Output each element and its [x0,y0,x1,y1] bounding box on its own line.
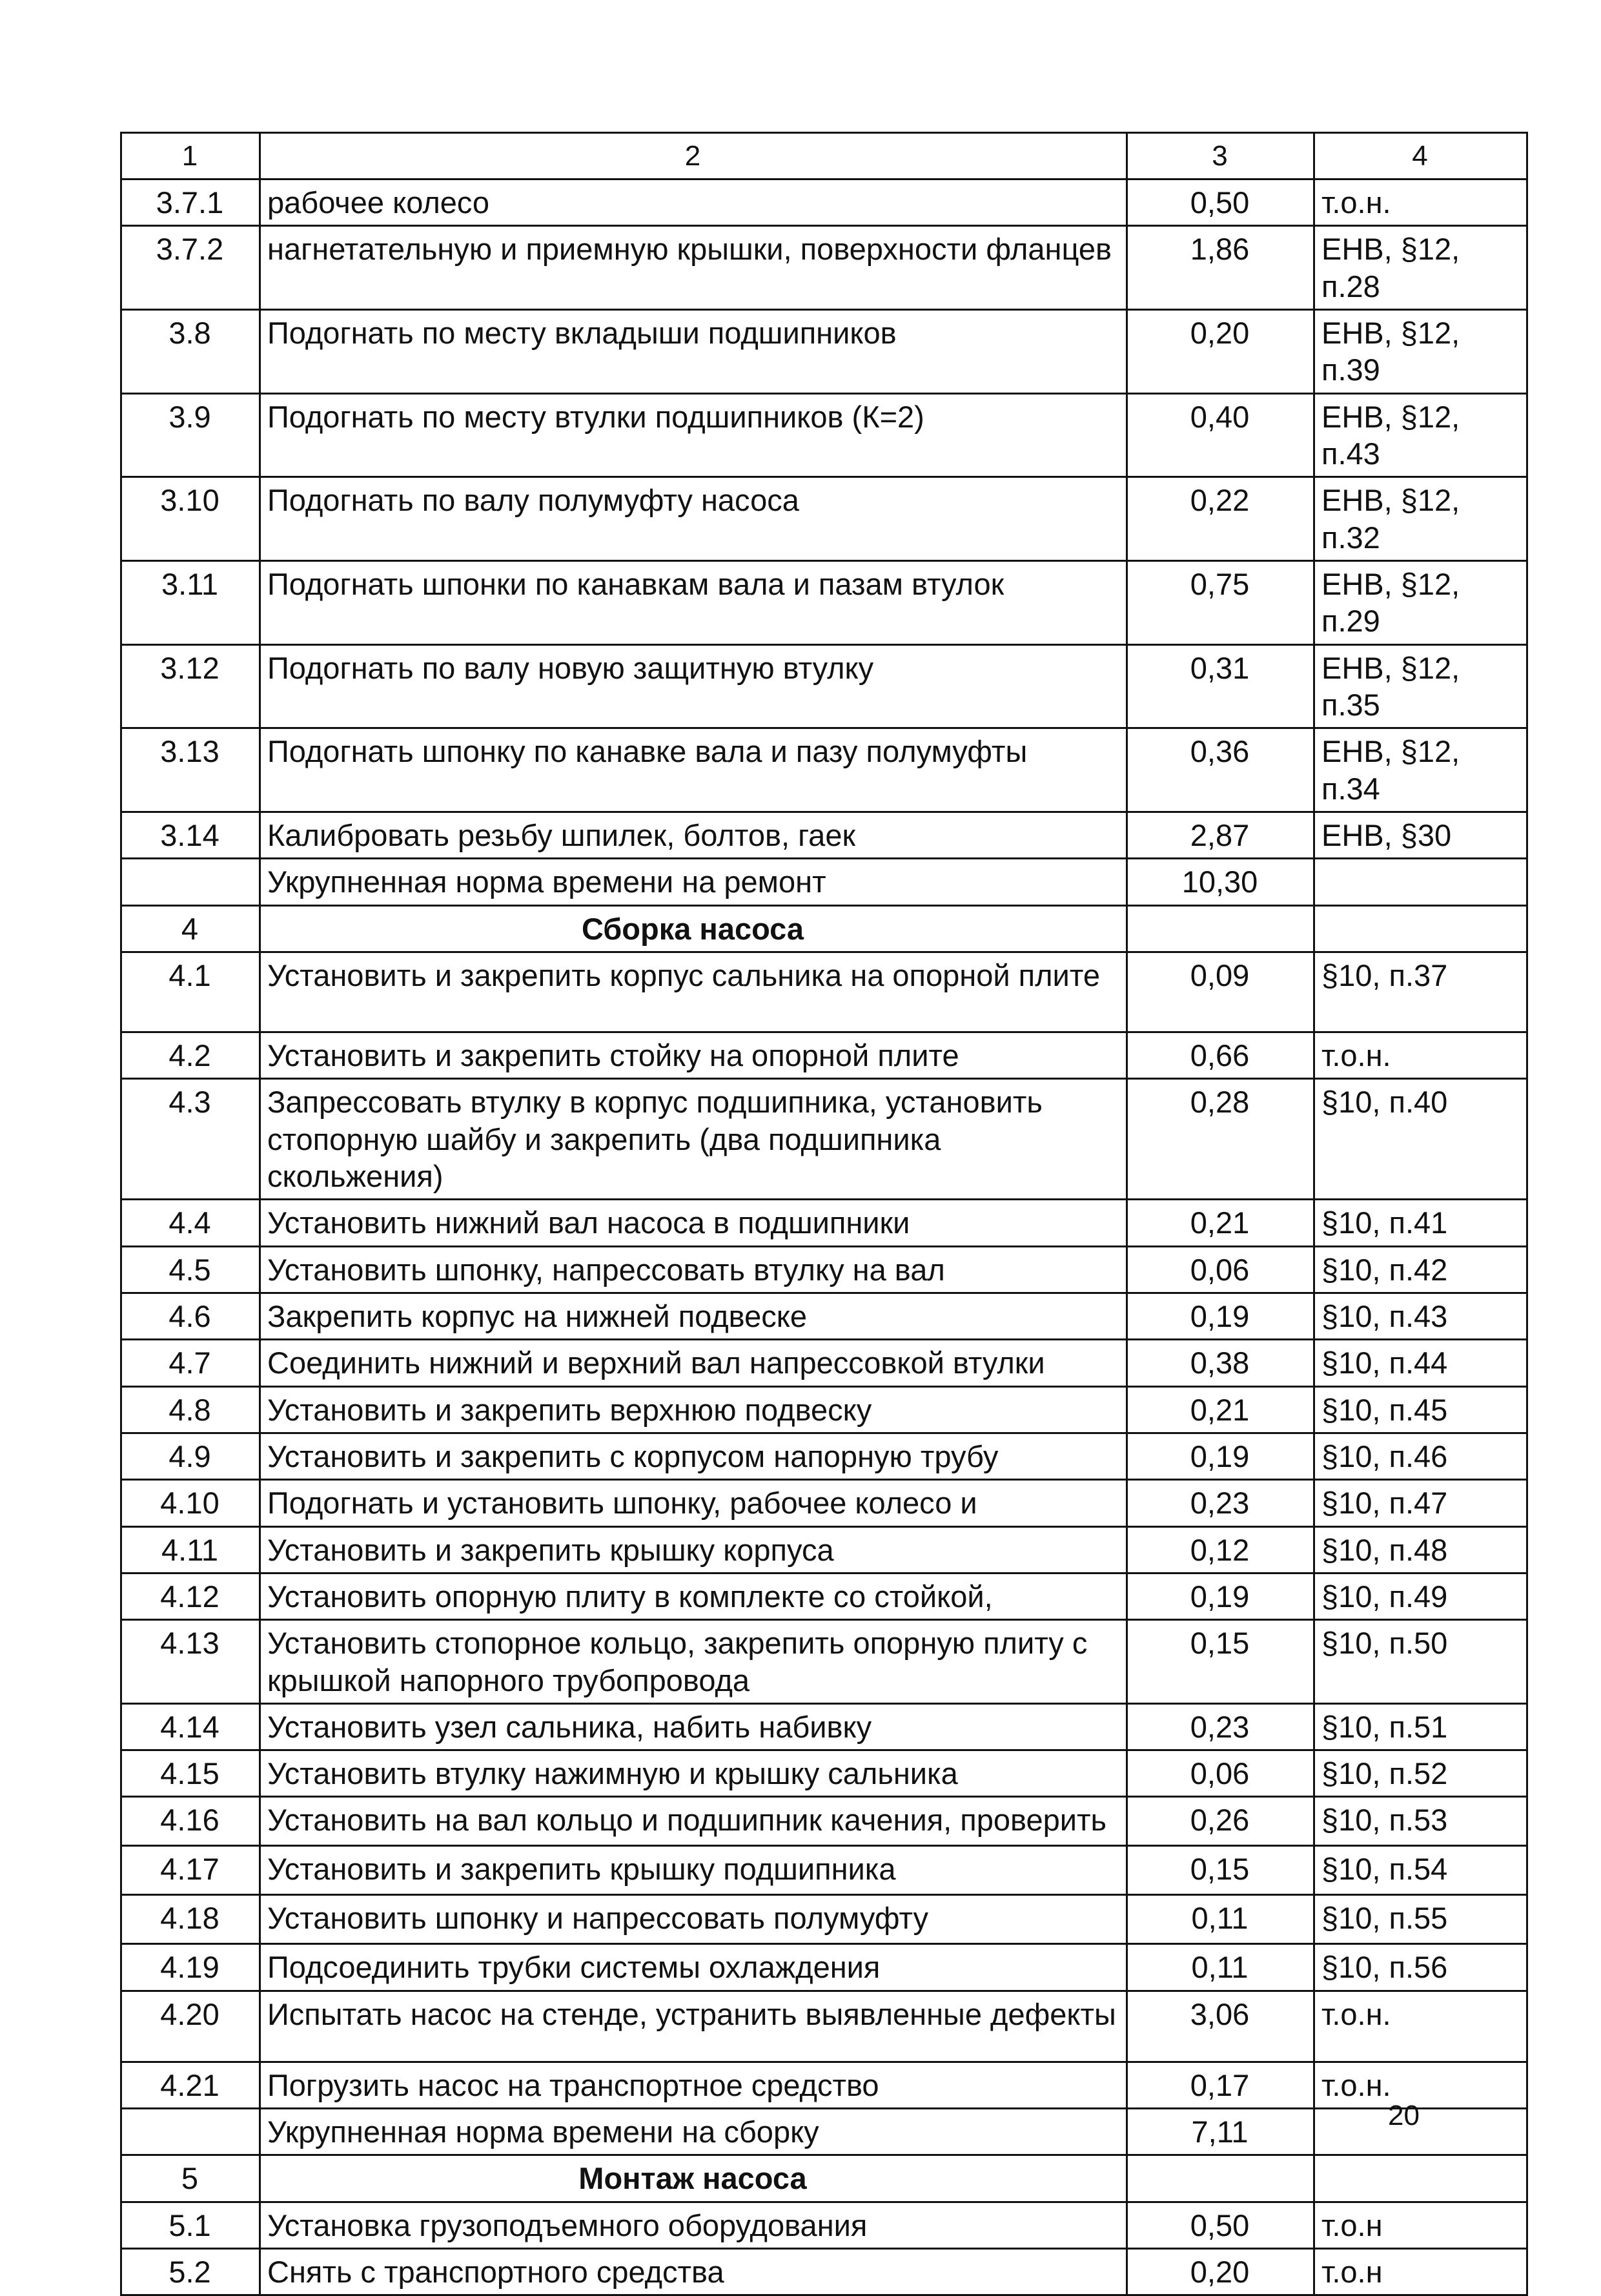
row-number [121,859,260,905]
operation-text: Подогнать по валу новую защитную втулку [260,644,1127,728]
table-row [121,905,1527,952]
time-norm-value: 0,12 [1127,1526,1314,1573]
row-number: 4.6 [121,1293,260,1339]
operation-text: Установить шпонку, напрессовать втулку на вал [260,1246,1127,1293]
time-norm-value: 0,22 [1127,477,1314,561]
norm-reference: ЕНВ, §12, п.29 [1314,560,1527,644]
norm-reference: ЕНВ, §12, п.28 [1314,226,1527,310]
table-row [121,1293,1527,1339]
norm-reference: §10, п.56 [1314,1944,1527,1991]
table-row [121,728,1527,812]
time-norm-value: 3,06 [1127,1991,1314,2062]
norm-reference: т.о.н. [1314,2062,1527,2108]
norm-reference: §10, п.46 [1314,1433,1527,1479]
time-norm-value: 0,06 [1127,1246,1314,1293]
row-number: 4.11 [121,1526,260,1573]
table-row [121,644,1527,728]
norm-reference: §10, п.51 [1314,1703,1527,1750]
time-norm-value: 0,50 [1127,179,1314,226]
table-row [121,1079,1527,1200]
row-number: 4.8 [121,1386,260,1433]
table-row [121,1032,1527,1078]
operation-text: Погрузить насос на транспортное средство [260,2062,1127,2108]
norm-reference: т.о.н [1314,2202,1527,2248]
norm-reference: §10, п.52 [1314,1750,1527,1797]
norm-reference [1314,2155,1527,2202]
time-norm-value: 7,11 [1127,2109,1314,2155]
operation-text: Подогнать шпонку по канавке вала и пазу полумуфты [260,728,1127,812]
time-norm-value [1127,2155,1314,2202]
table-row [121,1750,1527,1797]
row-number: 5.1 [121,2202,260,2248]
row-number: 4.16 [121,1797,260,1846]
row-number: 3.10 [121,477,260,561]
operation-text: Закрепить корпус на нижней подвеске [260,1293,1127,1339]
row-number: 4.4 [121,1200,260,1246]
table-row [121,2155,1527,2202]
operation-text: Установить нижний вал насоса в подшипники [260,1200,1127,1246]
time-norm-value [1127,905,1314,952]
norms-table [120,132,1528,2296]
table-row [121,309,1527,393]
time-norm-value: 0,26 [1127,1797,1314,1846]
operation-text: нагнетательную и приемную крышки, поверхности фланцев [260,226,1127,310]
norm-reference: §10, п.49 [1314,1573,1527,1619]
norm-reference: §10, п.47 [1314,1480,1527,1526]
operation-text: Установить и закрепить крышку подшипника [260,1846,1127,1895]
row-number: 4.3 [121,1079,260,1200]
norm-reference [1314,2109,1527,2155]
operation-text: Запрессовать втулку в корпус подшипника, установить стопорную шайбу и закрепить (два подшипника скольжения) [260,1079,1127,1200]
time-norm-value: 0,21 [1127,1200,1314,1246]
norm-reference: §10, п.43 [1314,1293,1527,1339]
table-row [121,1620,1527,1704]
time-norm-value: 1,86 [1127,226,1314,310]
table-row [121,1991,1527,2062]
time-norm-value: 0,19 [1127,1573,1314,1619]
time-norm-value: 0,15 [1127,1620,1314,1704]
norm-reference: §10, п.44 [1314,1340,1527,1386]
table-row [121,859,1527,905]
time-norm-value: 0,21 [1127,1386,1314,1433]
time-norm-value: 0,40 [1127,393,1314,477]
operation-text: Укрупненная норма времени на ремонт [260,859,1127,905]
operation-text: Установить и закрепить корпус сальника на опорной плите [260,952,1127,1032]
operation-text: рабочее колесо [260,179,1127,226]
row-number: 3.9 [121,393,260,477]
operation-text: Установить и закрепить верхнюю подвеску [260,1386,1127,1433]
operation-text: Установить на вал кольцо и подшипник качения, проверить [260,1797,1127,1846]
table-row [121,2249,1527,2295]
table-row [121,1200,1527,1246]
norms-table-body [121,133,1527,2295]
norm-reference: т.о.н. [1314,1032,1527,1078]
norm-reference: т.о.н. [1314,1991,1527,2062]
row-number: 3.7.2 [121,226,260,310]
operation-text: Соединить нижний и верхний вал напрессовкой втулки [260,1340,1127,1386]
row-number: 5.2 [121,2249,260,2295]
time-norm-value: 0,50 [1127,2202,1314,2248]
row-number: 5 [121,2155,260,2202]
table-row [121,952,1527,1032]
norm-reference: §10, п.45 [1314,1386,1527,1433]
row-number: 3.8 [121,309,260,393]
table-row [121,560,1527,644]
operation-text: Подогнать по месту втулки подшипников (К=2) [260,393,1127,477]
header-col-2: 2 [260,133,1127,179]
row-number: 4.19 [121,1944,260,1991]
table-row [121,1526,1527,1573]
operation-text: Калибровать резьбу шпилек, болтов, гаек [260,812,1127,858]
operation-text: Установить опорную плиту в комплекте со стойкой, [260,1573,1127,1619]
table-row [121,226,1527,310]
row-number: 4.1 [121,952,260,1032]
operation-text: Укрупненная норма времени на сборку [260,2109,1127,2155]
time-norm-value: 0,23 [1127,1703,1314,1750]
operation-text: Установить стопорное кольцо, закрепить опорную плиту с крышкой напорного трубопровода [260,1620,1127,1704]
operation-text: Установить втулку нажимную и крышку сальника [260,1750,1127,1797]
row-number: 3.14 [121,812,260,858]
time-norm-value: 0,20 [1127,309,1314,393]
table-row [121,1846,1527,1895]
table-row [121,1340,1527,1386]
table-row [121,1895,1527,1944]
table-header-row [121,133,1527,179]
time-norm-value: 0,38 [1127,1340,1314,1386]
time-norm-value: 2,87 [1127,812,1314,858]
norm-reference [1314,905,1527,952]
page-number: 20 [1388,2100,1420,2131]
norm-reference: §10, п.40 [1314,1079,1527,1200]
table-row [121,2109,1527,2155]
time-norm-value: 0,11 [1127,1895,1314,1944]
row-number: 3.11 [121,560,260,644]
row-number: 4.21 [121,2062,260,2108]
operation-text: Установить и закрепить с корпусом напорную трубу [260,1433,1127,1479]
time-norm-value: 10,30 [1127,859,1314,905]
row-number: 4.7 [121,1340,260,1386]
row-number: 4.9 [121,1433,260,1479]
row-number: 4.18 [121,1895,260,1944]
row-number: 4.17 [121,1846,260,1895]
time-norm-value: 0,06 [1127,1750,1314,1797]
header-col-4: 4 [1314,133,1527,179]
operation-text: Испытать насос на стенде, устранить выявленные дефекты [260,1991,1127,2062]
table-row [121,1573,1527,1619]
section-title: Сборка насоса [260,905,1127,952]
operation-text: Установить и закрепить крышку корпуса [260,1526,1127,1573]
norm-reference: т.о.н [1314,2249,1527,2295]
table-row [121,179,1527,226]
operation-text: Установить узел сальника, набить набивку [260,1703,1127,1750]
time-norm-value: 0,17 [1127,2062,1314,2108]
norm-reference: ЕНВ, §12, п.32 [1314,477,1527,561]
time-norm-value: 0,15 [1127,1846,1314,1895]
row-number: 3.13 [121,728,260,812]
time-norm-value: 0,36 [1127,728,1314,812]
norm-reference: §10, п.37 [1314,952,1527,1032]
norm-reference: ЕНВ, §12, п.43 [1314,393,1527,477]
norm-reference: ЕНВ, §12, п.39 [1314,309,1527,393]
table-row [121,1433,1527,1479]
row-number: 4.20 [121,1991,260,2062]
row-number: 4.2 [121,1032,260,1078]
norm-reference: ЕНВ, §12, п.35 [1314,644,1527,728]
time-norm-value: 0,66 [1127,1032,1314,1078]
table-row [121,1480,1527,1526]
row-number: 3.12 [121,644,260,728]
time-norm-value: 0,23 [1127,1480,1314,1526]
operation-text: Установить шпонку и напрессовать полумуфту [260,1895,1127,1944]
norm-reference: §10, п.50 [1314,1620,1527,1704]
table-row [121,1246,1527,1293]
norm-reference: §10, п.48 [1314,1526,1527,1573]
operation-text: Подогнать по валу полумуфту насоса [260,477,1127,561]
time-norm-value: 0,19 [1127,1293,1314,1339]
time-norm-value: 0,75 [1127,560,1314,644]
norm-reference: ЕНВ, §12, п.34 [1314,728,1527,812]
row-number: 4.5 [121,1246,260,1293]
table-row [121,1944,1527,1991]
table-row [121,1386,1527,1433]
norm-reference: §10, п.55 [1314,1895,1527,1944]
norm-reference: §10, п.42 [1314,1246,1527,1293]
table-row [121,1797,1527,1846]
row-number: 4.14 [121,1703,260,1750]
row-number: 4.12 [121,1573,260,1619]
operation-text: Установить и закрепить стойку на опорной плите [260,1032,1127,1078]
table-row [121,2202,1527,2248]
norm-reference: т.о.н. [1314,179,1527,226]
time-norm-value: 0,09 [1127,952,1314,1032]
operation-text: Подогнать по месту вкладыши подшипников [260,309,1127,393]
norm-reference: §10, п.41 [1314,1200,1527,1246]
operation-text: Подсоединить трубки системы охлаждения [260,1944,1127,1991]
table-row [121,812,1527,858]
row-number [121,2109,260,2155]
operation-text: Установка грузоподъемного оборудования [260,2202,1127,2248]
norm-reference: §10, п.53 [1314,1797,1527,1846]
time-norm-value: 0,19 [1127,1433,1314,1479]
header-col-1: 1 [121,133,260,179]
operation-text: Подогнать шпонки по канавкам вала и пазам втулок [260,560,1127,644]
time-norm-value: 0,31 [1127,644,1314,728]
time-norm-value: 0,20 [1127,2249,1314,2295]
time-norm-value: 0,28 [1127,1079,1314,1200]
norm-reference [1314,859,1527,905]
table-row [121,1703,1527,1750]
table-row [121,2062,1527,2108]
header-col-3: 3 [1127,133,1314,179]
table-row [121,477,1527,561]
operation-text: Снять с транспортного средства [260,2249,1127,2295]
row-number: 4 [121,905,260,952]
table-row [121,393,1527,477]
operation-text: Подогнать и установить шпонку, рабочее колесо и [260,1480,1127,1526]
time-norm-value: 0,11 [1127,1944,1314,1991]
row-number: 3.7.1 [121,179,260,226]
section-title: Монтаж насоса [260,2155,1127,2202]
row-number: 4.15 [121,1750,260,1797]
norm-reference: §10, п.54 [1314,1846,1527,1895]
row-number: 4.10 [121,1480,260,1526]
row-number: 4.13 [121,1620,260,1704]
norm-reference: ЕНВ, §30 [1314,812,1527,858]
